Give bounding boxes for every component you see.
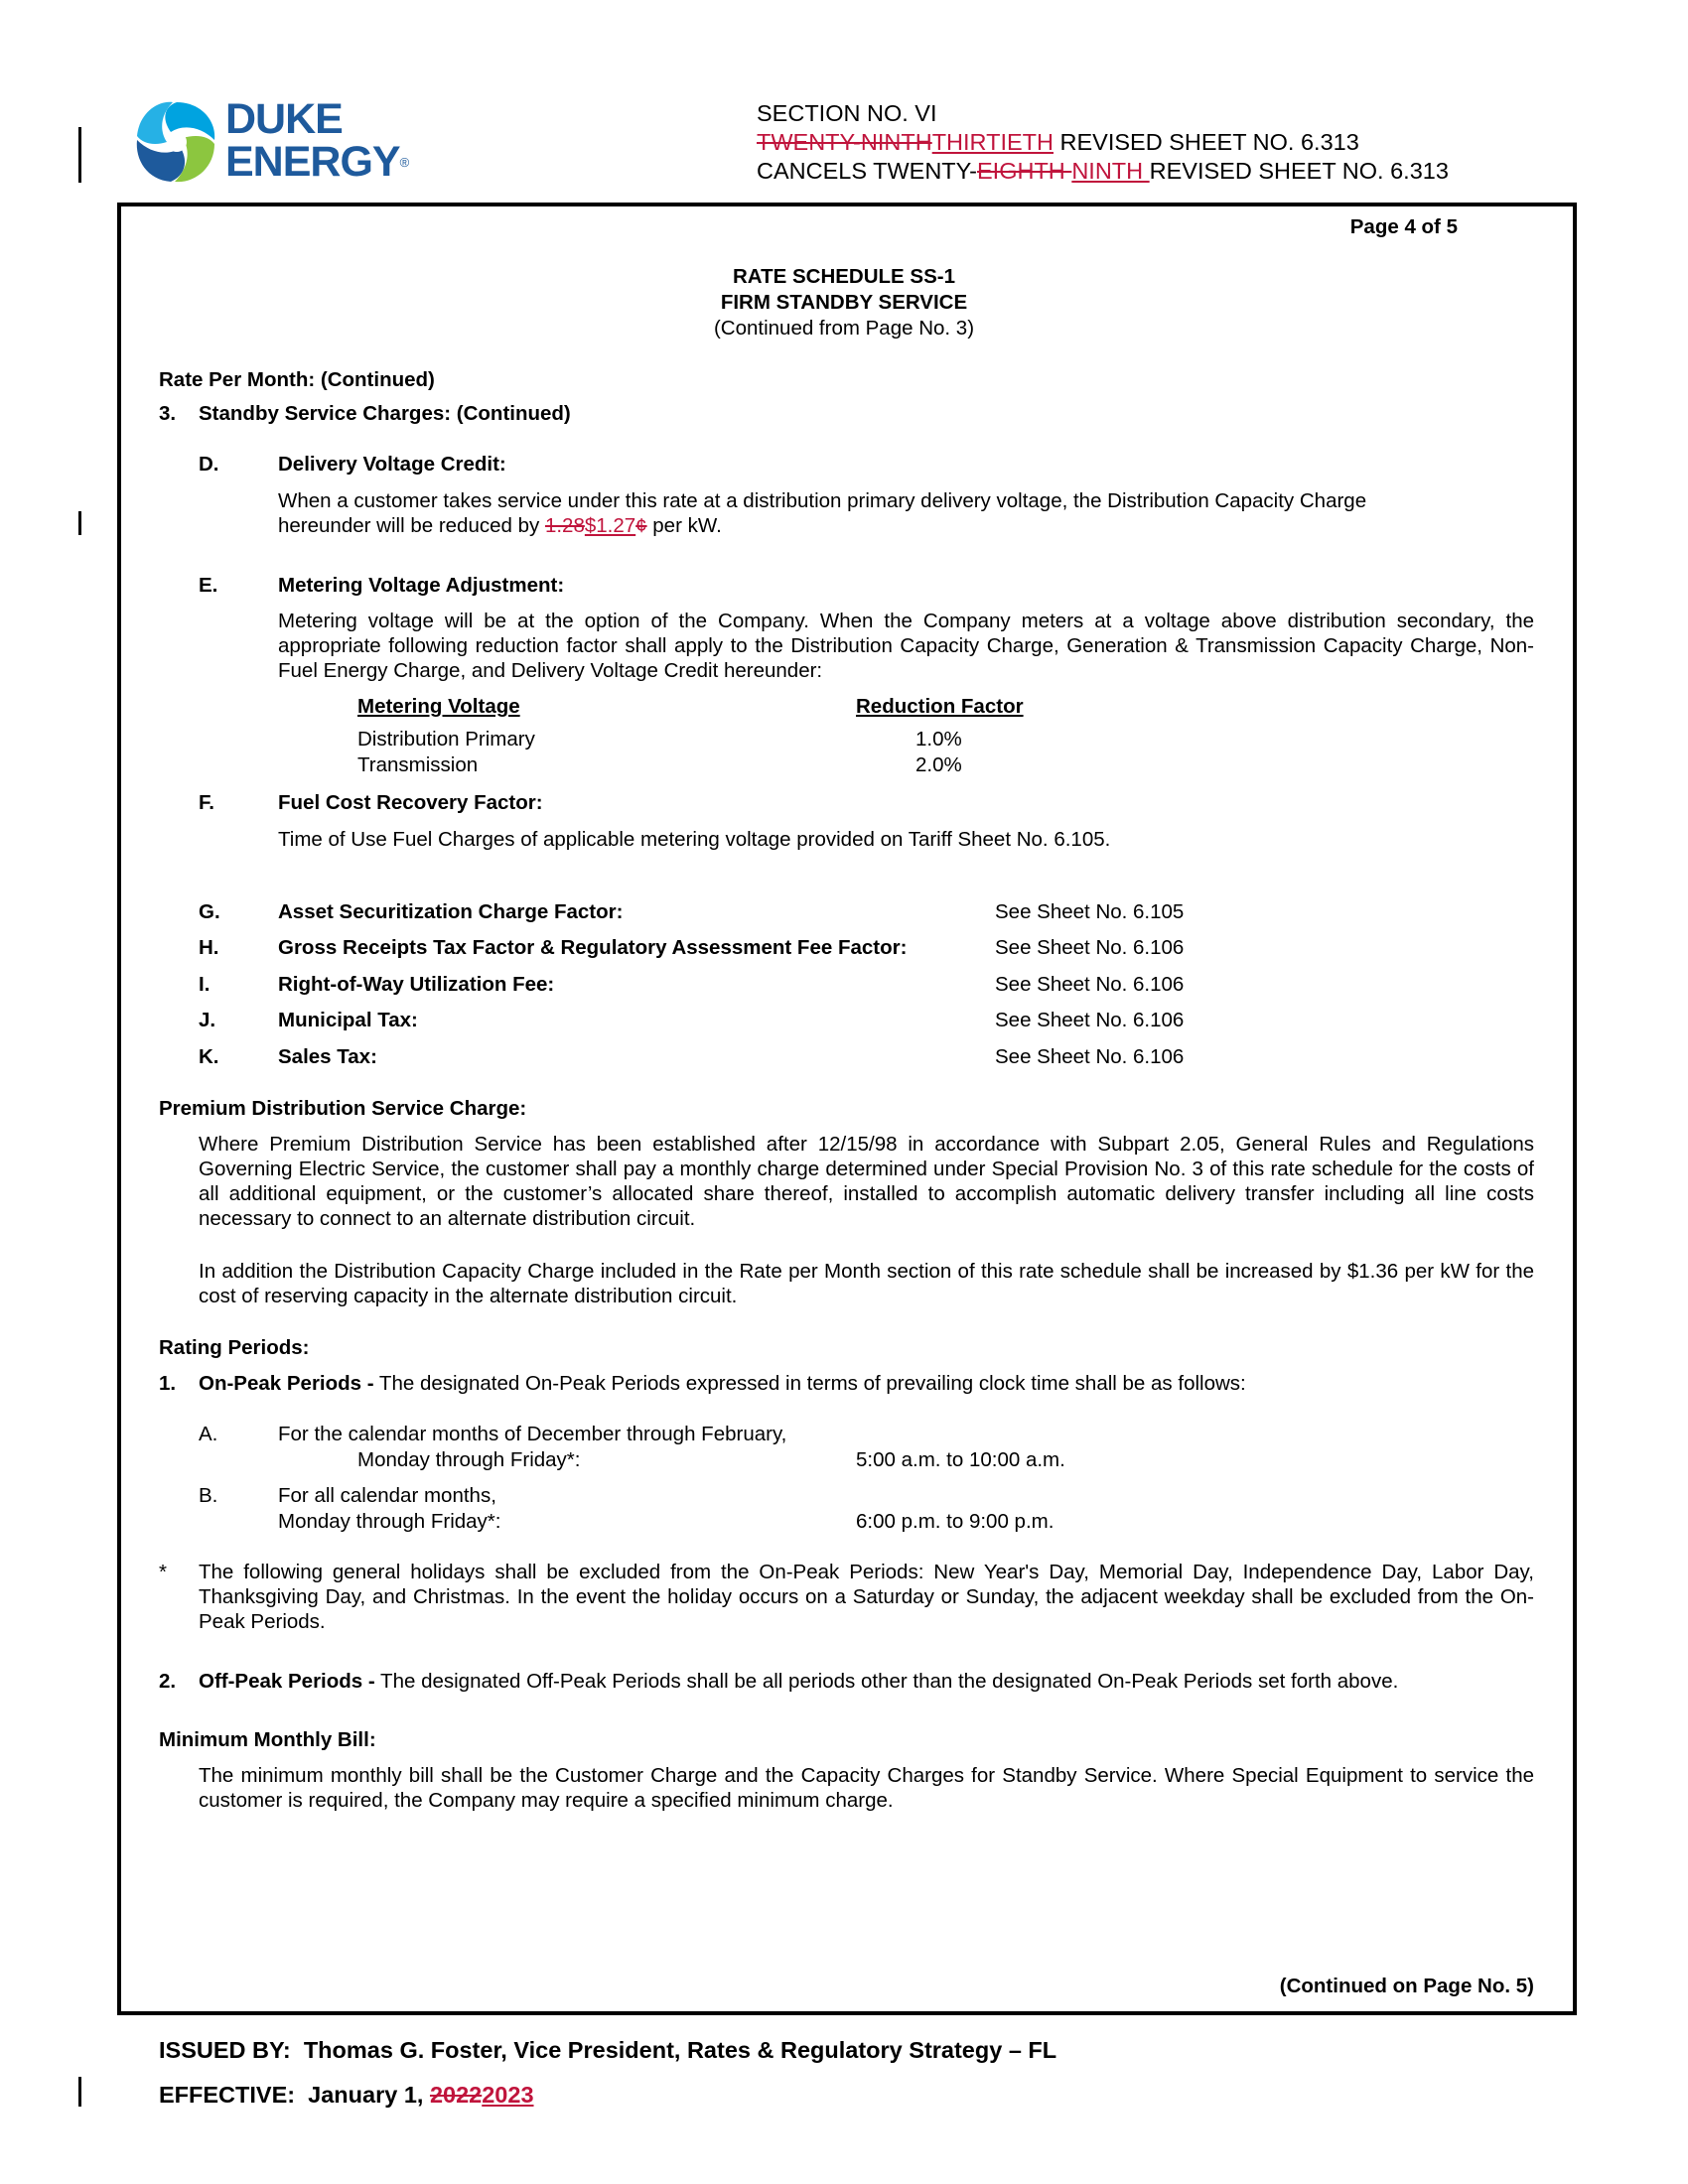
effective-deleted-year: 2022 xyxy=(429,2082,483,2108)
revised-sheet-line xyxy=(757,128,1449,157)
ref-label: Asset Securitization Charge Factor: xyxy=(278,900,624,923)
effective-line xyxy=(159,2081,534,2110)
ref-label: Sales Tax: xyxy=(278,1045,377,1068)
metering-row-factor: 2.0% xyxy=(915,753,962,776)
on-peak-text xyxy=(199,1371,1246,1396)
premium-paragraph-1: Where Premium Distribution Service has been established after 12/15/98 in accordance with Subpart 2.05, General Rules and Regulations Governing Electric Service, the customer shall pay a monthly charge determined under Special Provision No. 3 of this rate schedule for the costs of all additional equipment, or the customer’s allocated share thereof, installed to accomplish automatic delivery transfer including all line costs necessary to connect to an alternate distribution circuit. xyxy=(199,1133,1534,1230)
continued-note: (Continued on Page No. 5) xyxy=(1279,1975,1534,1997)
title-line-3: (Continued from Page No. 3) xyxy=(713,317,975,340)
standby-heading: Standby Service Charges: (Continued) xyxy=(199,402,571,425)
cancels-sheet-line xyxy=(757,157,1449,186)
revised-deleted-text: TWENTY-NINTH xyxy=(757,129,932,155)
cancels-prefix-text: CANCELS TWENTY- xyxy=(757,158,977,184)
period-a-line2: Monday through Friday*: xyxy=(357,1448,581,1471)
ref-letter: I. xyxy=(199,973,211,996)
change-bar-effective xyxy=(78,2077,81,2107)
sheet-header xyxy=(757,99,1449,186)
period-b-time: 6:00 p.m. to 9:00 p.m. xyxy=(856,1510,1055,1533)
ref-letter: K. xyxy=(199,1045,219,1068)
duke-energy-logo xyxy=(131,96,409,188)
title-line-2: FIRM STANDBY SERVICE xyxy=(720,291,968,314)
ref-label: Municipal Tax: xyxy=(278,1009,418,1031)
revised-inserted-text: THIRTIETH xyxy=(931,129,1054,155)
period-a-letter: A. xyxy=(199,1423,218,1445)
item-d-text-line2 xyxy=(278,513,722,538)
premium-heading: Premium Distribution Service Charge: xyxy=(159,1097,527,1120)
holiday-footnote-marker: * xyxy=(159,1561,167,1583)
effective-label: EFFECTIVE: xyxy=(159,2082,296,2108)
change-bar-delivery-credit xyxy=(78,511,81,535)
reduction-factor-header: Reduction Factor xyxy=(856,695,1024,718)
item-d-text-line1: When a customer takes service under this rate at a distribution primary delivery voltage, the Distribution Capacity Charge xyxy=(278,489,1367,512)
period-b-letter: B. xyxy=(199,1484,218,1507)
item-d-line2-suffix: per kW. xyxy=(646,514,722,537)
premium-paragraph-2: In addition the Distribution Capacity Charge included in the Rate per Month section of this rate schedule shall be increased by $1.36 per kW for the cost of reserving capacity in the alternate distribution circuit. xyxy=(199,1260,1534,1307)
item-e-heading: Metering Voltage Adjustment: xyxy=(278,574,565,597)
minimum-bill-text: The minimum monthly bill shall be the Customer Charge and the Capacity Charges for Standby Service. Where Special Equipment to service the customer is required, the Company may require a specified minimum charge. xyxy=(199,1764,1534,1812)
period-b-line2: Monday through Friday*: xyxy=(278,1510,501,1533)
minimum-bill-heading: Minimum Monthly Bill: xyxy=(159,1728,376,1751)
logo-text-energy: ENERGY xyxy=(225,138,400,186)
ref-label: Gross Receipts Tax Factor & Regulatory Assessment Fee Factor: xyxy=(278,936,908,959)
item-e-text: Metering voltage will be at the option of the Company. When the Company meters at a voltage above distribution secondary, the appropriate following reduction factor shall apply to the Distribution Capacity Charge, Generation & Transmission Capacity Charge, Non-Fuel Energy Charge, and Delivery Voltage Credit hereunder: xyxy=(278,610,1534,682)
item-f-heading: Fuel Cost Recovery Factor: xyxy=(278,791,543,814)
holiday-footnote-text: The following general holidays shall be excluded from the On-Peak Periods: New Year's Day, Memorial Day, Independence Day, Labor Day, Thanksgiving Day, and Christmas. In the event the holiday occurs on a Saturday or Sunday, the adjacent weekday shall be excluded from the On-Peak Periods. xyxy=(199,1561,1534,1633)
item-d-line2-prefix: hereunder will be reduced by xyxy=(278,514,545,537)
logo-text-duke: DUKE xyxy=(225,95,343,143)
on-peak-label: On-Peak Periods - xyxy=(199,1372,374,1395)
change-bar-header xyxy=(78,127,81,183)
section-number: SECTION NO. VI xyxy=(757,100,937,126)
rate-per-month-heading: Rate Per Month: (Continued) xyxy=(159,368,435,391)
logo-registered-mark: ® xyxy=(399,155,409,170)
off-peak-label: Off-Peak Periods - xyxy=(199,1670,375,1693)
ref-sheet: See Sheet No. 6.106 xyxy=(995,973,1185,996)
ref-sheet: See Sheet No. 6.106 xyxy=(995,1045,1185,1068)
ref-sheet: See Sheet No. 6.106 xyxy=(995,936,1185,959)
title-line-1: RATE SCHEDULE SS-1 xyxy=(732,265,955,288)
issued-by-label: ISSUED BY: xyxy=(159,2037,291,2063)
standby-section-number: 3. xyxy=(159,402,177,425)
period-a-time: 5:00 a.m. to 10:00 a.m. xyxy=(856,1448,1065,1471)
rating-periods-heading: Rating Periods: xyxy=(159,1336,310,1359)
metering-row-voltage: Distribution Primary xyxy=(357,728,535,751)
ref-sheet: See Sheet No. 6.106 xyxy=(995,1009,1185,1031)
effective-inserted-year: 2023 xyxy=(482,2082,534,2108)
off-peak-text xyxy=(199,1669,1398,1694)
ref-sheet: See Sheet No. 6.105 xyxy=(995,900,1185,923)
revised-rest-text: REVISED SHEET NO. 6.313 xyxy=(1053,129,1359,155)
on-peak-number: 1. xyxy=(159,1372,177,1395)
cancels-rest-text: REVISED SHEET NO. 6.313 xyxy=(1149,158,1449,184)
item-d-deleted-rate: 1.28 xyxy=(544,514,585,537)
issued-by-value: Thomas G. Foster, Vice President, Rates & Regulatory Strategy – FL xyxy=(303,2037,1057,2063)
item-d-inserted-rate: $1.27 xyxy=(584,514,636,537)
item-d-letter: D. xyxy=(199,453,219,476)
metering-row-voltage: Transmission xyxy=(357,753,479,776)
item-f-text: Time of Use Fuel Charges of applicable metering voltage provided on Tariff Sheet No. 6.105. xyxy=(278,828,1111,851)
page-number: Page 4 of 5 xyxy=(1349,215,1458,238)
ref-letter: H. xyxy=(199,936,219,959)
issued-by-line xyxy=(159,2036,1056,2065)
cancels-inserted-text: NINTH xyxy=(1071,158,1150,184)
duke-energy-swirl-icon xyxy=(131,96,222,188)
effective-date-prefix: January 1, xyxy=(308,2082,430,2108)
on-peak-description: The designated On-Peak Periods expressed in terms of prevailing clock time shall be as follows: xyxy=(373,1372,1246,1395)
item-e-letter: E. xyxy=(199,574,218,597)
rate-schedule-title xyxy=(0,264,1688,341)
period-b-line1: For all calendar months, xyxy=(278,1484,496,1507)
period-a-line1: For the calendar months of December through February, xyxy=(278,1423,787,1445)
off-peak-description: The designated Off-Peak Periods shall be all periods other than the designated On-Peak Periods set forth above. xyxy=(374,1670,1399,1693)
metering-row-factor: 1.0% xyxy=(915,728,962,751)
metering-voltage-header: Metering Voltage xyxy=(357,695,520,718)
cancels-deleted-text: EIGHTH xyxy=(977,158,1072,184)
ref-letter: G. xyxy=(199,900,220,923)
item-f-letter: F. xyxy=(199,791,214,814)
off-peak-number: 2. xyxy=(159,1670,177,1693)
item-d-heading: Delivery Voltage Credit: xyxy=(278,453,506,476)
ref-letter: J. xyxy=(199,1009,216,1031)
ref-label: Right-of-Way Utilization Fee: xyxy=(278,973,555,996)
item-d-deleted-cents: ¢ xyxy=(635,514,647,537)
